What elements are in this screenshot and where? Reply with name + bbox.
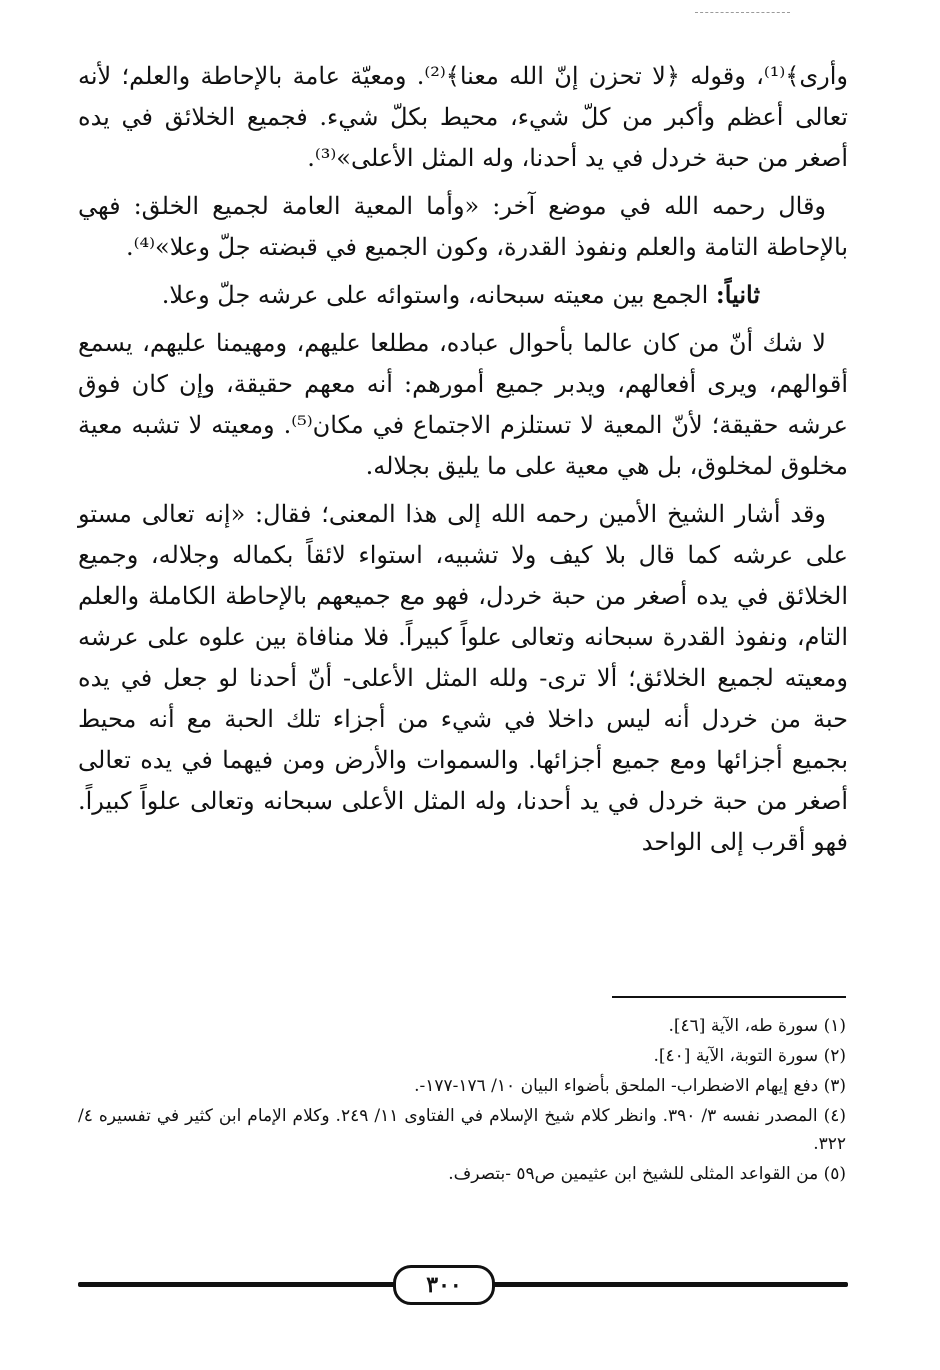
footnote-1: (١) سورة طه، الآية [٤٦]. xyxy=(668,1016,846,1036)
paragraph-text: وأرى﴾⁽¹⁾، وقوله ﴿لا تحزن إنّ الله معنا﴾⁽²⁾. ومعيّة عامة بالإحاطة والعلم؛ لأنه تعالى أعظم وأكبر من كلّ شيء، محيط بكلّ شيء. فجميع الخلائق في يده أصغر من حبة خردل في يد أحدنا، وله المثل الأعلى»⁽³⁾. xyxy=(78,62,848,172)
page-footer xyxy=(78,1265,848,1305)
footnote-4: (٤) المصدر نفسه ٣/ ٣٩٠. وانظر كلام شيخ الإسلام في الفتاوى ١١/ ٢٤٩. وكلام الإمام ابن كثير في تفسيره ٤/ ٣٢٢. xyxy=(78,1106,846,1154)
top-margin-mark xyxy=(695,12,790,13)
section-heading-text: الجمع بين معيته سبحانه، واستوائه على عرشه جلّ وعلا. xyxy=(161,281,716,309)
paragraph-text: لا شك أنّ من كان عالما بأحوال عباده، مطلعا عليهم، ومهيمنا عليهم، يسمع أقوالهم، ويرى أفعالهم، ويدبر جميع أمورهم: أنه معهم حقيقة، وإن كان فوق عرشه حقيقة؛ لأنّ المعية لا تستلزم الاجتماع في مكان⁽⁵⁾. ومعيته لا تشبه معية مخلوق لمخلوق، بل هي معية على ما يليق بجلاله. xyxy=(78,329,848,480)
paragraph-text: وقال رحمه الله في موضع آخر: «وأما المعية العامة لجميع الخلق: فهي بالإحاطة التامة والعلم ونفوذ القدرة، وكون الجميع في قبضته جلّ وعلا»⁽⁴⁾. xyxy=(78,192,848,261)
footnote-separator xyxy=(612,996,846,998)
paragraph-2 xyxy=(78,185,848,268)
main-text xyxy=(78,55,848,869)
footnote-5: (٥) من القواعد المثلى للشيخ ابن عثيمين ص٥٩ -بتصرف. xyxy=(448,1164,846,1184)
footnote-2: (٢) سورة التوبة، الآية [٤٠]. xyxy=(653,1046,846,1066)
footer-rule-left xyxy=(78,1282,396,1287)
paragraph-3-section-heading xyxy=(78,274,848,316)
paragraph-4 xyxy=(78,322,848,487)
footnotes xyxy=(78,1012,846,1190)
footer-rule-right xyxy=(490,1282,848,1287)
section-label: ثانياً: xyxy=(715,280,760,309)
paragraph-5 xyxy=(78,493,848,863)
paragraph-text: وقد أشار الشيخ الأمين رحمه الله إلى هذا المعنى؛ فقال: «إنه تعالى مستو على عرشه كما قال بلا كيف ولا تشبيه، استواء لائقاً بكماله وجلاله، وجميع الخلائق في يده أصغر من حبة خردل، فهو مع جميعهم بالإحاطة الكاملة والعلم التام، ونفوذ القدرة سبحانه وتعالى علواً كبيراً. فلا منافاة بين علوه على عرشه ومعيته لجميع الخلائق؛ ألا ترى- ولله المثل الأعلى- أنّ أحدنا لو جعل في يده حبة من خردل أنه ليس داخلا في شيء من أجزاء تلك الحبة مع أنه محيط بجميع أجزائها ومع جميع أجزائها. والسموات والأرض ومن فيهما في يده تعالى أصغر من حبة خردل في يد أحدنا، وله المثل الأعلى سبحانه وتعالى علواً كبيراً. فهو أقرب إلى الواحد xyxy=(78,500,848,856)
paragraph-1 xyxy=(78,55,848,179)
footnote-3: (٣) دفع إيهام الاضطراب- الملحق بأضواء البيان ١٠/ ١٧٦-١٧٧-. xyxy=(414,1076,846,1096)
page-number: ٣٠٠ xyxy=(393,1265,495,1305)
